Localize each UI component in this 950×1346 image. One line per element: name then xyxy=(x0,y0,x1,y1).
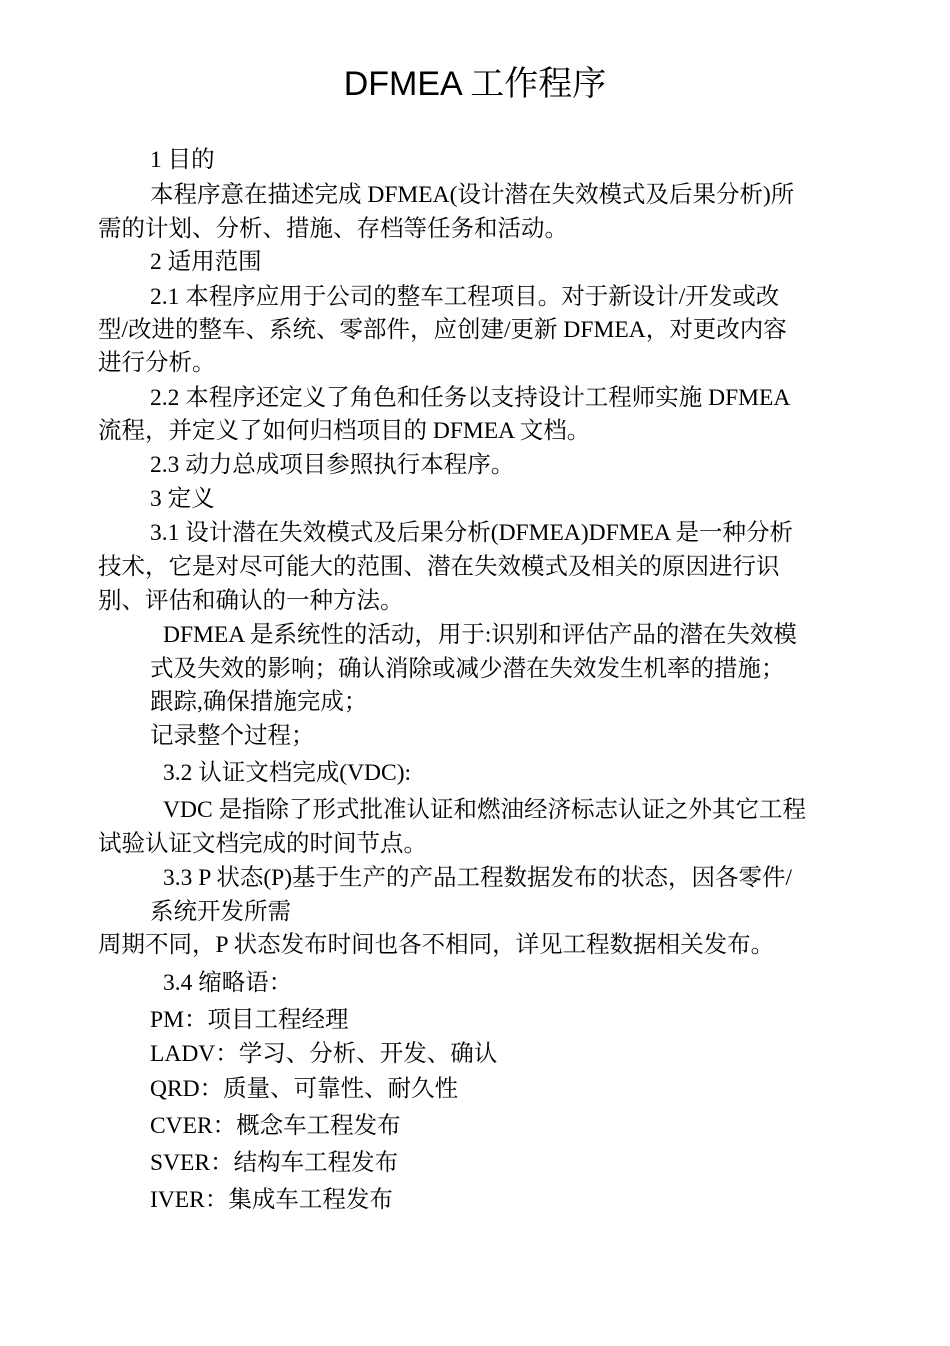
paragraph-line: 需的计划、分析、措施、存档等任务和活动。 xyxy=(98,216,568,242)
paragraph-line: 式及失效的影响；确认消除或减少潜在失效发生机率的措施； xyxy=(150,656,785,682)
paragraph-line: 3.3 P 状态(P)基于生产的产品工程数据发布的状态，因各零件/ xyxy=(163,865,793,891)
section-3-heading: 3 定义 xyxy=(150,486,215,512)
paragraph-line: 系统开发所需 xyxy=(150,899,291,925)
paragraph-line: 2.3 动力总成项目参照执行本程序。 xyxy=(150,452,515,478)
document-title: DFMEA 工作程序 xyxy=(343,65,607,103)
abbreviation-item: QRD：质量、可靠性、耐久性 xyxy=(150,1076,459,1102)
paragraph-line: 记录整个过程； xyxy=(150,723,315,749)
paragraph-line: 进行分析。 xyxy=(98,350,216,376)
paragraph-line: 3.1 设计潜在失效模式及后果分析(DFMEA)DFMEA 是一种分析 xyxy=(150,520,794,546)
paragraph-line: 3.2 认证文档完成(VDC): xyxy=(163,760,412,786)
paragraph-line: 型/改进的整车、系统、零部件，应创建/更新 DFMEA，对更改内容 xyxy=(98,317,787,343)
paragraph-line: DFMEA 是系统性的活动，用于:识别和评估产品的潜在失效模 xyxy=(163,622,797,648)
paragraph-line: 试验认证文档完成的时间节点。 xyxy=(98,831,427,857)
paragraph-line: 2.1 本程序应用于公司的整车工程项目。对于新设计/开发或改 xyxy=(150,284,780,310)
paragraph-line: 本程序意在描述完成 DFMEA(设计潜在失效模式及后果分析)所 xyxy=(150,182,795,208)
paragraph-line: 技术，它是对尽可能大的范围、潜在失效模式及相关的原因进行识 xyxy=(98,554,780,580)
paragraph-line: 流程，并定义了如何归档项目的 DFMEA 文档。 xyxy=(98,418,591,444)
abbreviation-item: IVER：集成车工程发布 xyxy=(150,1187,393,1213)
paragraph-line: VDC 是指除了形式批准认证和燃油经济标志认证之外其它工程 xyxy=(163,797,806,823)
abbreviation-item: LADV：学习、分析、开发、确认 xyxy=(150,1041,498,1067)
paragraph-line: 别、评估和确认的一种方法。 xyxy=(98,588,404,614)
section-1-heading: 1 目的 xyxy=(150,147,215,173)
abbreviation-item: PM：项目工程经理 xyxy=(150,1007,349,1033)
abbreviations-heading: 3.4 缩略语： xyxy=(163,970,293,996)
abbreviation-item: CVER：概念车工程发布 xyxy=(150,1113,401,1139)
paragraph-line: 2.2 本程序还定义了角色和任务以支持设计工程师实施 DFMEA xyxy=(150,385,791,411)
paragraph-line: 周期不同，P 状态发布时间也各不相同，详见工程数据相关发布。 xyxy=(98,932,775,958)
section-2-heading: 2 适用范围 xyxy=(150,249,262,275)
paragraph-line: 跟踪,确保措施完成； xyxy=(150,689,368,715)
abbreviation-item: SVER：结构车工程发布 xyxy=(150,1150,399,1176)
